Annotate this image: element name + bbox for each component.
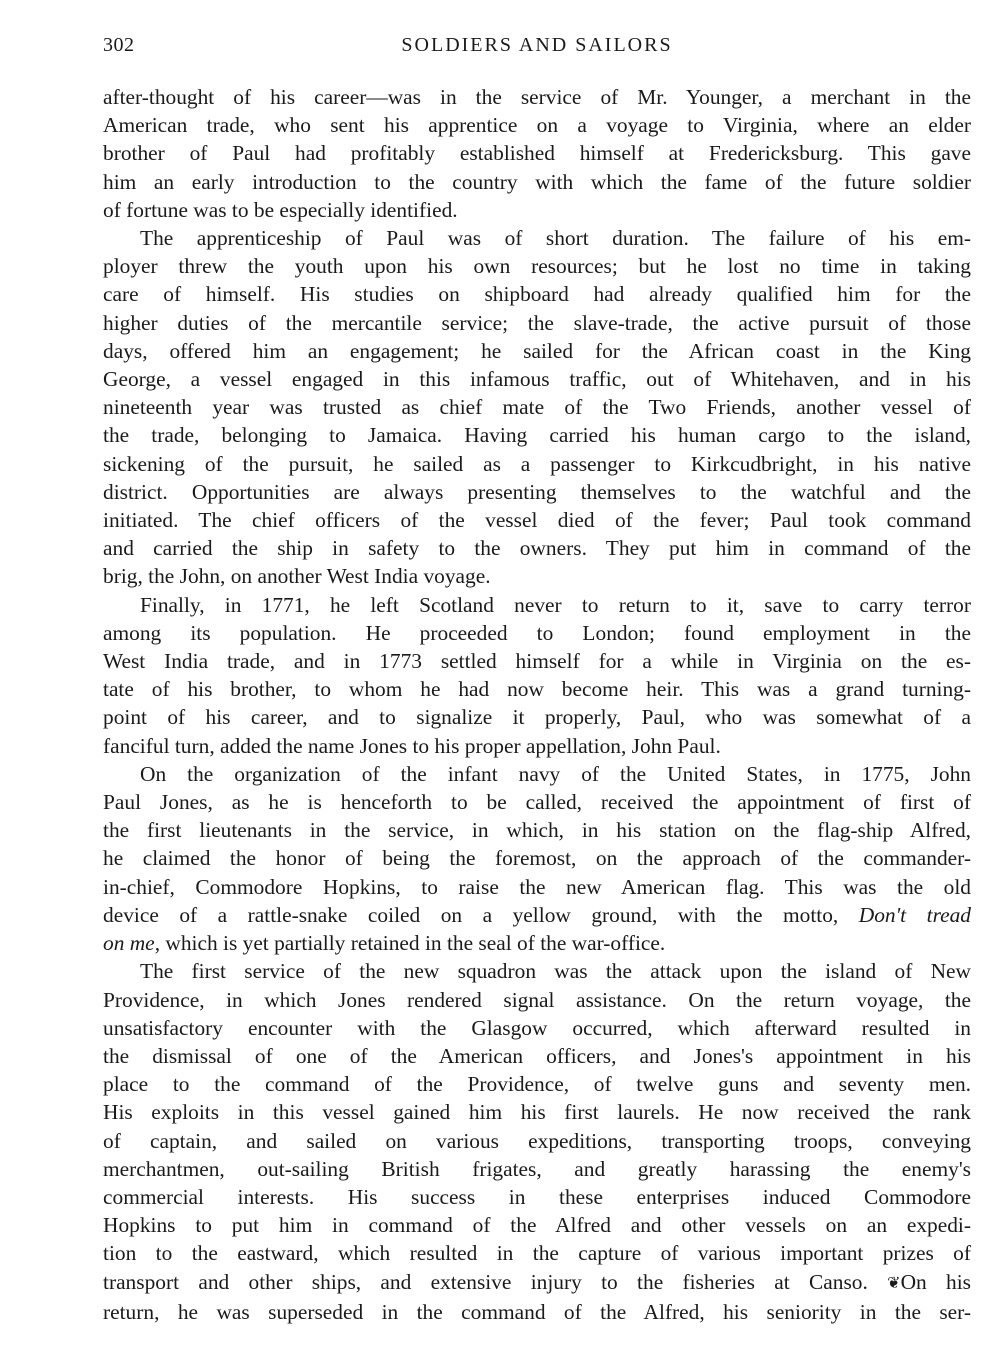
paragraph-first-service: [103, 957, 971, 1326]
text-line: tion to the eastward, which resulted in the capture of various important prizes of: [103, 1241, 971, 1266]
text-line: days, offered him an engagement; he sailed for the African coast in the King: [103, 338, 971, 363]
text-fragment: , which is yet partially retained in the seal of the war-office.: [154, 931, 666, 956]
paragraph-organization: [103, 760, 971, 957]
text-line: Providence, in which Jones rendered signal assistance. On the return voyage, the: [103, 987, 971, 1012]
text-line: On the organization of the infant navy of the United States, in 1775, John: [140, 761, 971, 786]
text-line: the trade, belonging to Jamaica. Having carried his human cargo to the island,: [103, 423, 971, 448]
running-title: SOLDIERS AND SAILORS: [401, 34, 673, 56]
text-line: initiated. The chief officers of the vessel died of the fever; Paul took command: [103, 508, 971, 533]
running-head: [103, 34, 971, 60]
paragraph-continuation: [103, 83, 971, 224]
text-line: in-chief, Commodore Hopkins, to raise the new American flag. This was the old: [103, 874, 971, 899]
text-line-motto: [103, 901, 971, 929]
text-line: merchantmen, out-sailing British frigates, and greatly harassing the enemy's: [103, 1156, 971, 1181]
text-line: unsatisfactory encounter with the Glasgow occurred, which afterward resulted in: [103, 1015, 971, 1040]
fleuron-ornament-icon: ❦: [887, 1274, 901, 1292]
text-line: The first service of the new squadron was the attack upon the island of New: [140, 959, 971, 984]
text-line: after-thought of his career—was in the service of Mr. Younger, a merchant in the: [103, 85, 971, 109]
text-line: place to the command of the Providence, of twelve guns and seventy men.: [103, 1072, 971, 1097]
text-line: American trade, who sent his apprentice on a voyage to Virginia, where an elder: [103, 113, 971, 138]
text-line: commercial interests. His success in these enterprises induced Commodore: [103, 1184, 971, 1209]
text-line: care of himself. His studies on shipboard had already qualified him for the: [103, 282, 971, 307]
text-line-motto-end: [103, 929, 971, 957]
text-fragment: transport and other ships, and extensive injury to the fisheries at Canso.: [103, 1269, 868, 1294]
text-line: Hopkins to put him in command of the Alfred and other vessels on an expedi-: [103, 1213, 971, 1238]
text-line: West India trade, and in 1773 settled himself for a while in Virginia on the es-: [103, 649, 971, 674]
text-line: return, he was superseded in the command of the Alfred, his seniority in the ser-: [103, 1299, 971, 1324]
text-line: George, a vessel engaged in this infamous traffic, out of Whitehaven, and in his: [103, 367, 971, 392]
text-line: His exploits in this vessel gained him his first laurels. He now received the rank: [103, 1100, 971, 1125]
paragraph-finally: [103, 591, 971, 760]
text-line: him an early introduction to the country with which the fame of the future soldier: [103, 169, 971, 194]
text-line: The apprenticeship of Paul was of short duration. The failure of his em-: [140, 226, 971, 251]
text-line-fleuron: [103, 1268, 971, 1298]
text-line: the first lieutenants in the service, in which, in his station on the flag-ship Alfred,: [103, 818, 971, 843]
paragraph-apprenticeship: [103, 224, 971, 591]
text-line: of fortune was to be especially identified.: [103, 197, 458, 222]
text-line: higher duties of the mercantile service; the slave-trade, the active pursuit of those: [103, 310, 971, 335]
text-line: Finally, in 1771, he left Scotland never to return to it, save to carry terror: [140, 592, 971, 617]
text-line: brig, the John, on another West India voyage.: [103, 564, 491, 589]
text-line: of captain, and sailed on various expeditions, transporting troops, conveying: [103, 1128, 971, 1153]
text-line: Paul Jones, as he is henceforth to be called, received the appointment of first of: [103, 790, 971, 815]
motto-italic: on me: [103, 931, 155, 956]
text-fragment: device of a rattle-snake coiled on a yellow ground, with the motto,: [103, 902, 839, 927]
text-line: fanciful turn, added the name Jones to his proper appellation, John Paul.: [103, 733, 721, 758]
text-line: he claimed the honor of being the foremost, on the approach of the commander-: [103, 846, 971, 871]
text-line: point of his career, and to signalize it properly, Paul, who was somewhat of a: [103, 705, 971, 730]
text-line: the dismissal of one of the American officers, and Jones's appointment in his: [103, 1043, 971, 1068]
text-line: ployer threw the youth upon his own resources; but he lost no time in taking: [103, 254, 971, 279]
text-line: among its population. He proceeded to London; found employment in the: [103, 620, 971, 645]
text-line: nineteenth year was trusted as chief mate of the Two Friends, another vessel of: [103, 395, 971, 420]
page-number: 302: [103, 34, 135, 56]
text-line: district. Opportunities are always presenting themselves to the watchful and the: [103, 479, 971, 504]
text-line: brother of Paul had profitably established himself at Fredericksburg. This gave: [103, 141, 971, 166]
text-fragment: On his: [900, 1269, 971, 1294]
motto-italic: Don't tread: [858, 902, 971, 927]
text-line: sickening of the pursuit, he sailed as a passenger to Kirkcudbright, in his native: [103, 451, 971, 476]
text-line: tate of his brother, to whom he had now become heir. This was a grand turning-: [103, 677, 971, 702]
body-text: [103, 83, 971, 1326]
text-line: and carried the ship in safety to the owners. They put him in command of the: [103, 536, 971, 561]
